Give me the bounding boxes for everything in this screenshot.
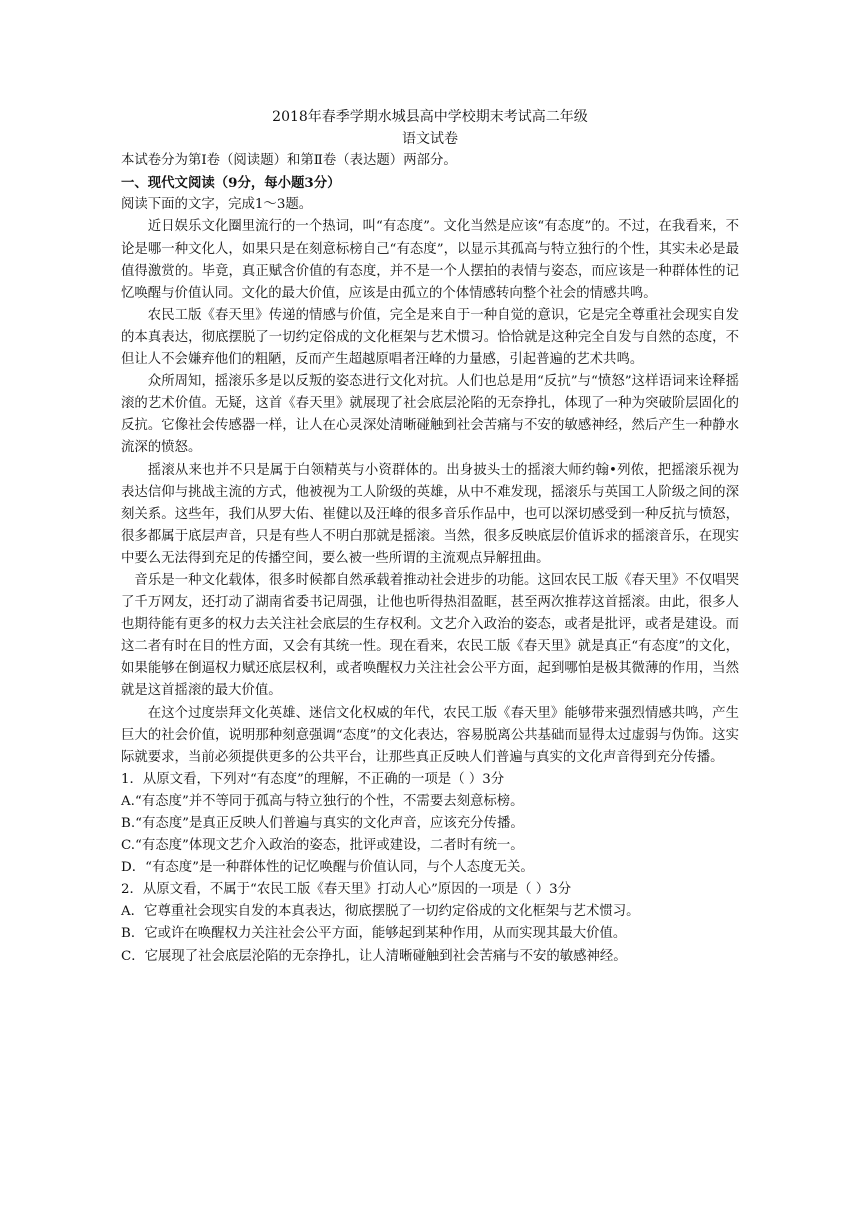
question-1-option-d: D．“有态度”是一种群体性的记忆唤醒与价值认同，与个人态度无关。: [121, 860, 534, 876]
exam-title: 2018年春季学期水城县高中学校期末考试高二年级: [272, 109, 588, 125]
question-1-stem: 1．从原文看，下列对“有态度”的理解，不正确的一项是（ ）3分: [121, 771, 505, 787]
question-1-option-a: A.“有态度”并不等同于孤高与特立独行的个性，不需要去刻意标榜。: [121, 793, 524, 809]
passage-paragraph-1: 近日娱乐文化圈里流行的一个热词，叫“有态度”。文化当然是应该“有态度”的。不过，在我看来，不论是哪一种文化人，如果只是在刻意标榜自己“有态度”，以显示其孤高与特立独行的个性，其实未必是最值得激赏的。毕竟，真正赋含价值的有态度，并不是一个人摆拍的表情与姿态，而应该是一种群体性的记忆唤醒与价值认同。文化的最大价值，应该是由孤立的个体情感转向整个社会的情感共鸣。: [121, 219, 739, 301]
question-2-option-c: C．它展现了社会底层沦陷的无奈挣扎，让人清晰碰触到社会苦痛与不安的敏感神经。: [121, 948, 627, 964]
question-1-option-b: B.“有态度”是真正反映人们普遍与真实的文化声音，应该充分传播。: [121, 816, 524, 831]
section-instruction: 阅读下面的文字，完成1～3题。: [121, 197, 313, 213]
passage-paragraph-2: 农民工版《春天里》传递的情感与价值，完全是来自于一种自觉的意识，它是完全尊重社会现实自发的本真表达，彻底摆脱了一切约定俗成的文化框架与艺术惯习。恰恰就是这种完全自发与自然的态度，不但让人不会嫌弃他们的粗陋，反而产生超越原唱者汪峰的力量感，引起普遍的艺术共鸣。: [121, 307, 739, 368]
question-2-stem: 2．从原文看，不属于“农民工版《春天里》打动人心”原因的一项是（ ）3分: [121, 882, 572, 898]
exam-page: [121, 106, 739, 968]
exam-intro: 本试卷分为第Ⅰ卷（阅读题）和第Ⅱ卷（表达题）两部分。: [121, 153, 457, 169]
exam-subtitle: 语文试卷: [402, 131, 458, 148]
passage-paragraph-3: 众所周知，摇滚乐多是以反叛的姿态进行文化对抗。人们也总是用“反抗”与“愤怒”这样语词来诠释摇滚的艺术价值。无疑，这首《春天里》就展现了社会底层沦陷的无奈挣扎，体现了一种为突破阶层固化的反抗。它像社会传感器一样，让人在心灵深处清晰碰触到社会苦痛与不安的敏感神经，然后产生一种静水流深的愤怒。: [121, 374, 739, 456]
section-heading: 一、现代文阅读（9分，每小题3分）: [121, 175, 341, 192]
question-2-option-b: B．它或许在唤醒权力关注社会公平方面，能够起到某种作用，从而实现其最大价值。: [121, 926, 627, 942]
passage-paragraph-4: 摇滚从来也并不只是属于白领精英与小资群体的。出身披头士的摇滚大师约翰•列侬，把摇滚乐视为表达信仰与挑战主流的方式，他被视为工人阶级的英雄，从中不难发现，摇滚乐与英国工人阶级之间的深刻关系。这些年，我们从罗大佑、崔健以及汪峰的很多音乐作品中，也可以深切感受到一种反抗与愤怒，很多都属于底层声音，只是有些人不明白那就是摇滚。当然，很多反映底层价值诉求的摇滚音乐，在现实中要么无法得到充足的传播空间，要么被一些所谓的主流观点异解扭曲。: [121, 462, 739, 566]
passage-paragraph-5: 音乐是一种文化载体，很多时候都自然承载着推动社会进步的功能。这回农民工版《春天里》不仅唱哭了千万网友，还打动了湖南省委书记周强，让他也听得热泪盈眶，甚至两次推荐这首摇滚。由此，很多人也期待能有更多的权力去关注社会底层的生存权利。文艺介入政治的姿态，或者是批评，或者是建设。而这二者有时在目的性方面，又会有其统一性。现在看来，农民工版《春天里》就是真正“有态度”的文化，如果能够在倒逼权力赋还底层权利，或者唤醒权力关注社会公平方面，起到哪怕是极其微薄的作用，当然就是这首摇滚的最大价值。: [121, 572, 739, 699]
question-2-option-a: A．它尊重社会现实自发的本真表达，彻底摆脱了一切约定俗成的文化框架与艺术惯习。: [121, 904, 640, 920]
passage-paragraph-6: 在这个过度崇拜文化英雄、迷信文化权威的年代，农民工版《春天里》能够带来强烈情感共鸣，产生巨大的社会价值，说明那种刻意强调“态度”的文化表达，容易脱离公共基础而显得太过虚弱与伪饰。这实际就要求，当前必须提供更多的公共平台，让那些真正反映人们普遍与真实的文化声音得到充分传播。: [121, 705, 739, 765]
question-1-option-c: C.“有态度”体现文艺介入政治的姿态，批评或建设，二者时有统一。: [121, 838, 524, 854]
